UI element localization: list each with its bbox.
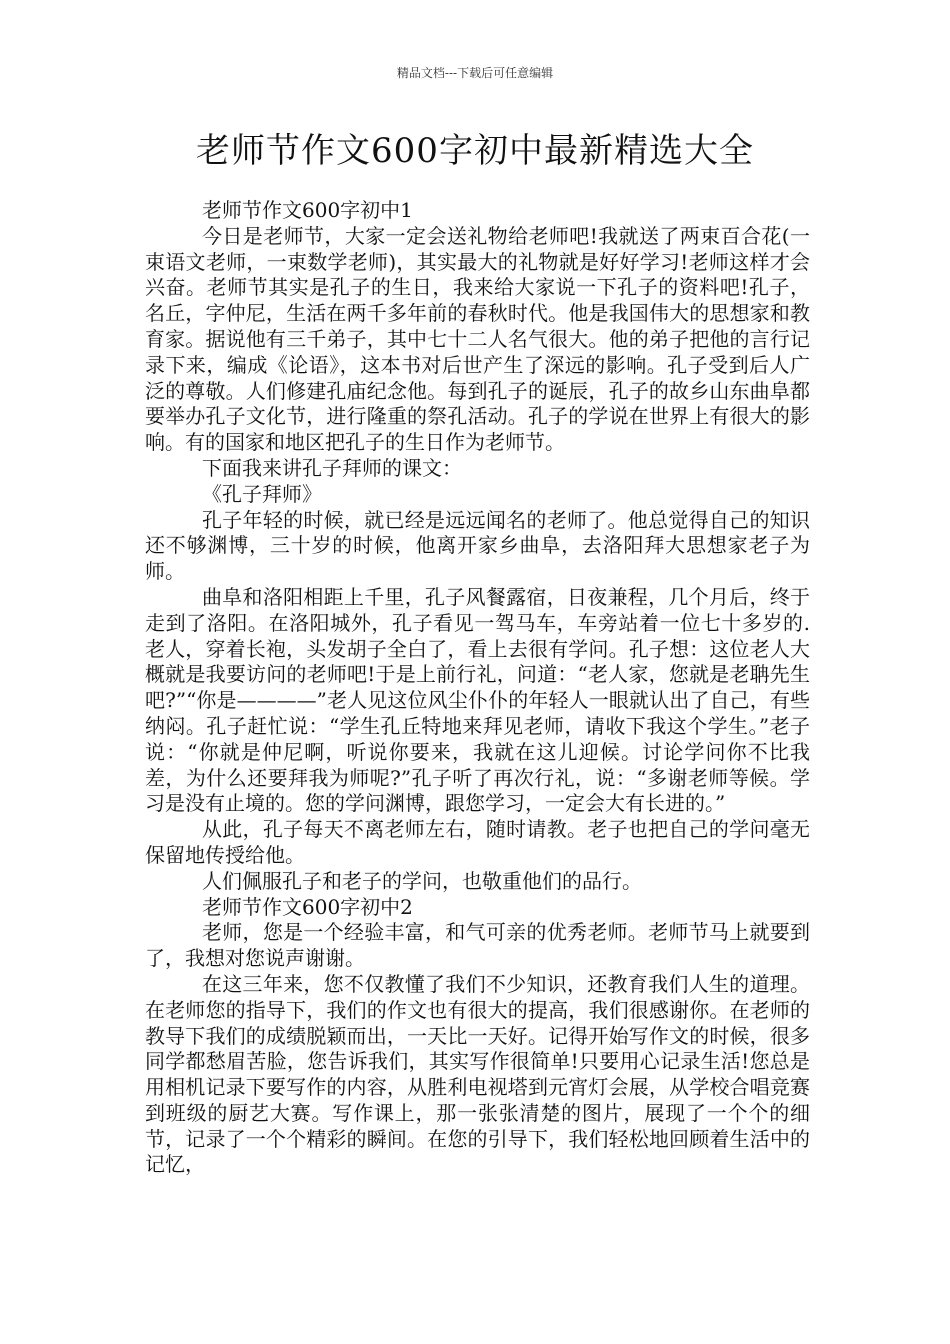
document-body (145, 198, 810, 1178)
text-title: 《孔子拜师》 (202, 481, 322, 506)
section-heading: 老师节作文600字初中1 (202, 198, 413, 222)
section-heading: 老师节作文600字初中2 (202, 894, 413, 919)
paragraph: 曲阜和洛阳相距上千里，孔子风餐露宿，日夜兼程，几个月后，终于走到了洛阳。在洛阳城外，孔子看见一驾马车，车旁站着一位七十多岁的.老人，穿着长袍，头发胡子全白了，看上去很有学问。孔子想：这位老人大概就是我要访问的老师吧!于是上前行礼，问道：“老人家，您就是老聃先生吧?”“你是————”老人见这位风尘仆仆的年轻人一眼就认出了自己，有些纳闷。孔子赶忙说：“学生孔丘特地来拜见老师，请收下我这个学生。”老子说：“你就是仲尼啊，听说你要来，我就在这儿迎候。讨论学问你不比我差，为什么还要拜我为师呢?”孔子听了再次行礼，说：“多谢老师等候。学习是没有止境的。您的学问渊博，跟您学习，一定会大有长进的。” (145, 584, 810, 816)
paragraph: 孔子年轻的时候，就已经是远远闻名的老师了。他总觉得自己的知识还不够渊博，三十岁的时候，他离开家乡曲阜，去洛阳拜大思想家老子为师。 (145, 507, 810, 584)
paragraph: 下面我来讲孔子拜师的课文： (202, 455, 462, 480)
paragraph: 人们佩服孔子和老子的学问，也敬重他们的品行。 (202, 868, 642, 893)
paragraph: 今日是老师节，大家一定会送礼物给老师吧!我就送了两束百合花(一束语文老师，一束数学老师)，其实最大的礼物就是好好学习!老师这样才会兴奋。老师节其实是孔子的生日，我来给大家说一下孔子的资料吧!孔子，名丘，字仲尼，生活在两千多年前的春秋时代。他是我国伟大的思想家和教育家。据说他有三千弟子，其中七十二人名气很大。他的弟子把他的言行记录下来，编成《论语》，这本书对后世产生了深远的影响。孔子受到后人广泛的尊敬。人们修建孔庙纪念他。每到孔子的诞辰，孔子的故乡山东曲阜都要举办孔子文化节，进行隆重的祭孔活动。孔子的学说在世界上有很大的影响。有的国家和地区把孔子的生日作为老师节。 (145, 223, 810, 455)
paragraph: 从此，孔子每天不离老师左右，随时请教。老子也把自己的学问毫无保留地传授给他。 (145, 817, 810, 867)
paragraph: 在这三年来，您不仅教懂了我们不少知识，还教育我们人生的道理。在老师您的指导下，我们的作文也有很大的提高，我们很感谢你。在老师的教导下我们的成绩脱颖而出，一天比一天好。记得开始写作文的时候，很多同学都愁眉苦脸，您告诉我们，其实写作很简单!只要用心记录生活!您总是用相机记录下要写作的内容，从胜利电视塔到元宵灯会展，从学校合唱竞赛到班级的厨艺大赛。写作课上，那一张张清楚的图片，展现了一个个的细节，记录了一个个精彩的瞬间。在您的引导下，我们轻松地回顾着生活中的记忆， (145, 971, 810, 1177)
document-title: 老师节作文600字初中最新精选大全 (196, 131, 754, 171)
paragraph: 老师，您是一个经验丰富，和气可亲的优秀老师。老师节马上就要到了，我想对您说声谢谢。 (145, 920, 810, 971)
header-note: 精品文档---下载后可任意编辑 (396, 66, 554, 80)
